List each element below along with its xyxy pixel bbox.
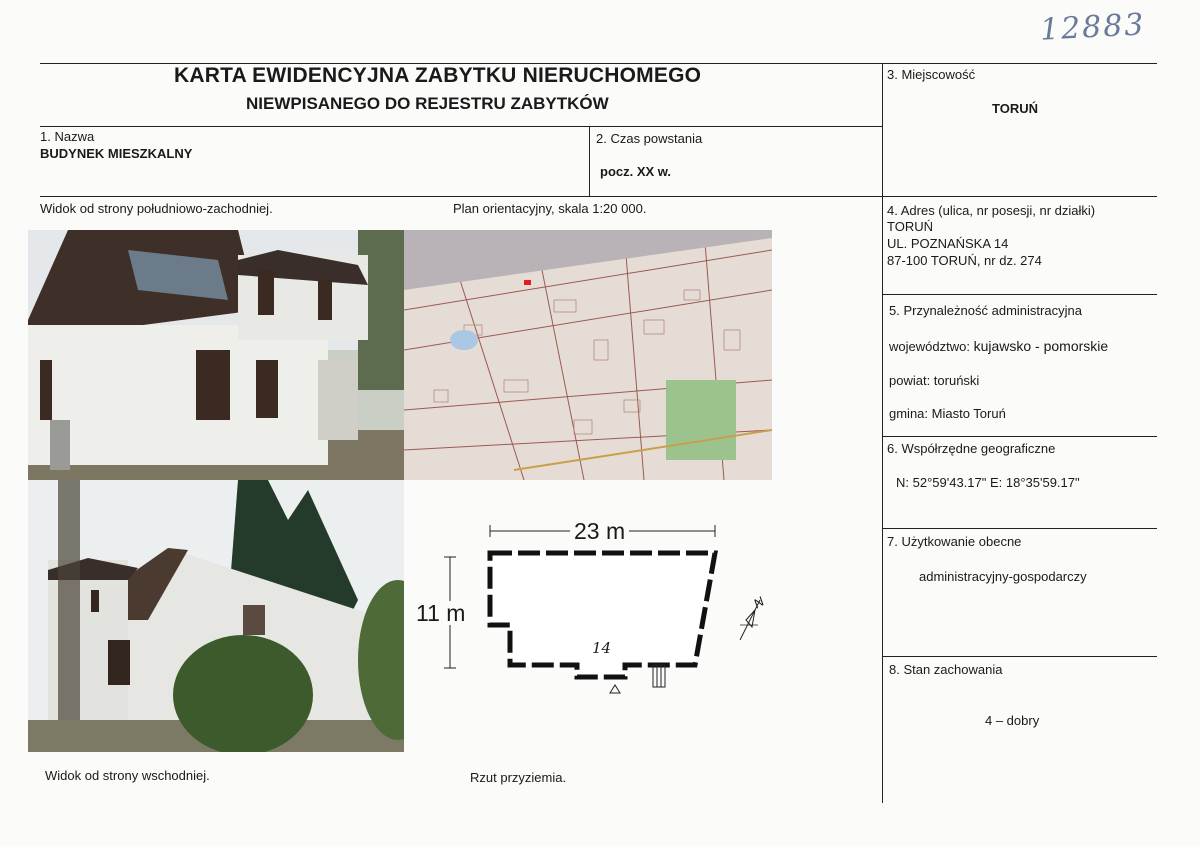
- field5-gmina: gmina: Miasto Toruń: [889, 406, 1006, 421]
- field3-value: TORUŃ: [992, 101, 1038, 116]
- field8-value: 4 – dobry: [985, 713, 1040, 728]
- field5-wojewodztwo: [889, 339, 1108, 354]
- field5-powiat: powiat: toruński: [889, 373, 980, 388]
- field8-label: 8. Stan zachowania: [889, 662, 1003, 677]
- field1-value: BUDYNEK MIESZKALNY: [40, 146, 193, 161]
- field5-label: 5. Przynależność administracyjna: [889, 303, 1082, 318]
- field5-bottom-rule: [882, 436, 1157, 437]
- title-bottom-rule: [40, 126, 883, 127]
- field4-line3: 87-100 TORUŃ, nr dz. 274: [887, 253, 1042, 268]
- photo-east-view: [28, 480, 404, 752]
- floor-plan-height-label: 11 m: [416, 600, 466, 626]
- photo-southwest-view: [28, 230, 404, 480]
- caption-view-e: Widok od strony wschodniej.: [45, 768, 210, 783]
- field2-divider: [589, 126, 590, 196]
- field4-line2: UL. POZNAŃSKA 14: [887, 236, 1009, 251]
- field4-label: 4. Adres (ulica, nr posesji, nr działki): [887, 203, 1096, 218]
- fields-bottom-rule: [40, 196, 1157, 197]
- field3-label: 3. Miejscowość: [887, 67, 976, 82]
- floor-plan-drawing: [410, 515, 790, 705]
- field7-bottom-rule: [882, 656, 1157, 657]
- field2-label: 2. Czas powstania: [596, 131, 703, 146]
- caption-view-sw: Widok od strony południowo-zachodniej.: [40, 201, 273, 216]
- field6-value: N: 52°59'43.17" E: 18°35'59.17": [896, 475, 1080, 490]
- field6-bottom-rule: [882, 528, 1157, 529]
- main-divider: [882, 63, 883, 803]
- handwritten-number: 12883: [1039, 7, 1147, 48]
- field7-value: administracyjny-gospodarczy: [919, 569, 1087, 584]
- caption-floor-plan: Rzut przyziemia.: [470, 770, 567, 785]
- wojewodztwo-label: województwo:: [889, 339, 970, 354]
- floor-plan-number-label: 14: [592, 639, 612, 657]
- north-arrow-label: N: [750, 593, 767, 612]
- field4-line1: TORUŃ: [887, 219, 933, 234]
- field6-label: 6. Współrzędne geograficzne: [887, 441, 1056, 456]
- caption-plan: Plan orientacyjny, skala 1:20 000.: [453, 201, 647, 216]
- orientation-map: [404, 230, 772, 480]
- field1-label: 1. Nazwa: [40, 129, 95, 144]
- document-subtitle: NIEWPISANEGO DO REJESTRU ZABYTKÓW: [246, 94, 609, 113]
- field4-bottom-rule: [882, 294, 1157, 295]
- field2-value: pocz. XX w.: [600, 164, 672, 179]
- document-title: KARTA EWIDENCYJNA ZABYTKU NIERUCHOMEGO: [174, 64, 702, 87]
- field7-label: 7. Użytkowanie obecne: [887, 534, 1022, 549]
- wojewodztwo-value: kujawsko - pomorskie: [973, 338, 1109, 354]
- floor-plan-width-label: 23 m: [570, 519, 629, 543]
